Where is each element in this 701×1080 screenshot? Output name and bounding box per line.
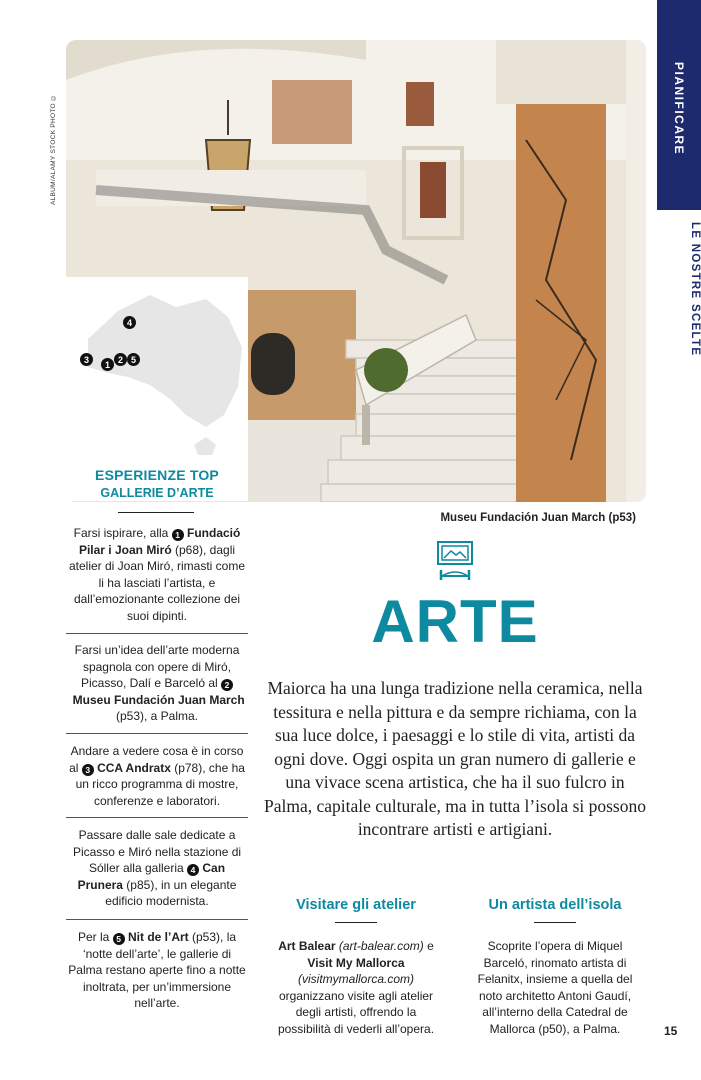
experience-text: Farsi ispirare, alla	[73, 526, 172, 540]
top-experiences-subtitle: GALLERIE D’ARTE	[100, 486, 214, 500]
section-sub-label: LE NOSTRE SCELTE	[689, 221, 701, 357]
org-name: Visit My Mallorca	[307, 955, 405, 970]
intro-paragraph: Maiorca ha una lunga tradizione nella ceramica, nella tessitura e nella pittura e da sempre richiama, con la sua luce dolce, i paesaggi e lo stile di vita, artisti da ogni dove. Oggi ospita un gran numero di gallerie e una vivace scena artistica, che ha il suo fulcro in Palma, capitale culturale, ma in tutta l’isola si possono incontrare artisti e artigiani.	[264, 678, 646, 839]
experience-place: Fundació Pilar i Joan Miró	[78, 526, 241, 557]
experience-place: Can Prunera	[77, 861, 226, 892]
divider	[66, 633, 248, 634]
divider	[66, 817, 248, 818]
number-badge: 2	[221, 679, 233, 691]
experience-text: (p68), dagli atelier di Joan Miró, rimasti come li ha lasciati l’artista, e dall’emozionante collezione dei suoi dipinti.	[68, 542, 246, 623]
org-name: Art Balear	[278, 939, 336, 953]
map-pin-4: 4	[123, 316, 136, 329]
experience-item	[66, 929, 248, 1012]
page-title: ARTE	[371, 588, 539, 655]
top-experiences-title: ESPERIENZE TOP	[95, 467, 219, 483]
experience-text: Farsi un’idea dell’arte moderna spagnola con opere di Miró, Picasso, Dalí e Barceló al	[74, 643, 240, 690]
number-badge: 5	[113, 933, 125, 945]
column-title-artist: Un artista dell’isola	[488, 897, 622, 913]
map-pin-1: 1	[101, 358, 114, 371]
map-pin-5: 5	[127, 353, 140, 366]
experience-text: (p53), la ‘notte dell’arte’, le gallerie di Palma restano aperte fino a notte inoltrata, per un’immersione nell’arte.	[68, 930, 246, 1010]
divider	[66, 919, 248, 920]
experience-place: Nit de l’Art	[128, 930, 189, 944]
experience-text: Passare dalle sale dedicate a Picasso e Miró nella stazione di Sóller alla galleria	[72, 828, 242, 875]
experience-item	[66, 525, 248, 624]
photo-caption: Museu Fundación Juan March (p53)	[440, 512, 636, 524]
column-text: e	[423, 939, 434, 953]
map-pin-3: 3	[80, 353, 93, 366]
column-body-atelier	[270, 938, 442, 1037]
experience-text: (p78), che ha un ricco programma di mostre, conferenze e laboratori.	[75, 760, 245, 808]
org-website: (visitmymallorca.com)	[297, 972, 414, 986]
experience-text: Andare a vedere cosa è in corso al	[69, 744, 244, 775]
page-number: 15	[664, 1024, 678, 1038]
column-text: organizzano visite agli atelier degli artisti, offrendo la possibilità di vederli all’opera.	[277, 988, 435, 1036]
top-experiences-heading	[66, 467, 248, 500]
org-website: (art-balear.com)	[335, 939, 424, 953]
divider	[66, 733, 248, 734]
divider	[534, 922, 576, 923]
experience-item	[66, 827, 248, 910]
experience-text: Per la	[77, 930, 113, 944]
column-title-atelier: Visitare gli atelier	[296, 897, 416, 913]
photo-credit: ALBUM/ALAMY STOCK PHOTO ©	[50, 93, 57, 205]
number-badge: 1	[172, 529, 184, 541]
number-badge: 3	[82, 764, 94, 776]
divider	[118, 512, 194, 513]
experience-text: (p53), a Palma.	[115, 709, 199, 723]
experience-place: Museu Fundación Juan March	[72, 692, 245, 707]
experience-place: CCA Andratx	[97, 760, 171, 775]
experience-text: (p85), in un elegante edificio modernista.	[105, 877, 237, 908]
gallery-frame-icon	[434, 540, 476, 582]
divider	[335, 922, 377, 923]
section-tab-label: PIANIFICARE	[672, 62, 686, 156]
column-body-artist: Scoprite l’opera di Miquel Barceló, rinomato artista di Felanitx, insieme a quella del noto architetto Antoni Gaudí, all’interno della Catedral de Mallorca (p50), a Palma.	[477, 939, 633, 1036]
experience-item	[66, 642, 248, 725]
section-tab	[657, 0, 701, 210]
number-badge: 4	[187, 864, 199, 876]
experience-item	[66, 743, 248, 809]
map-pin-2: 2	[114, 353, 127, 366]
